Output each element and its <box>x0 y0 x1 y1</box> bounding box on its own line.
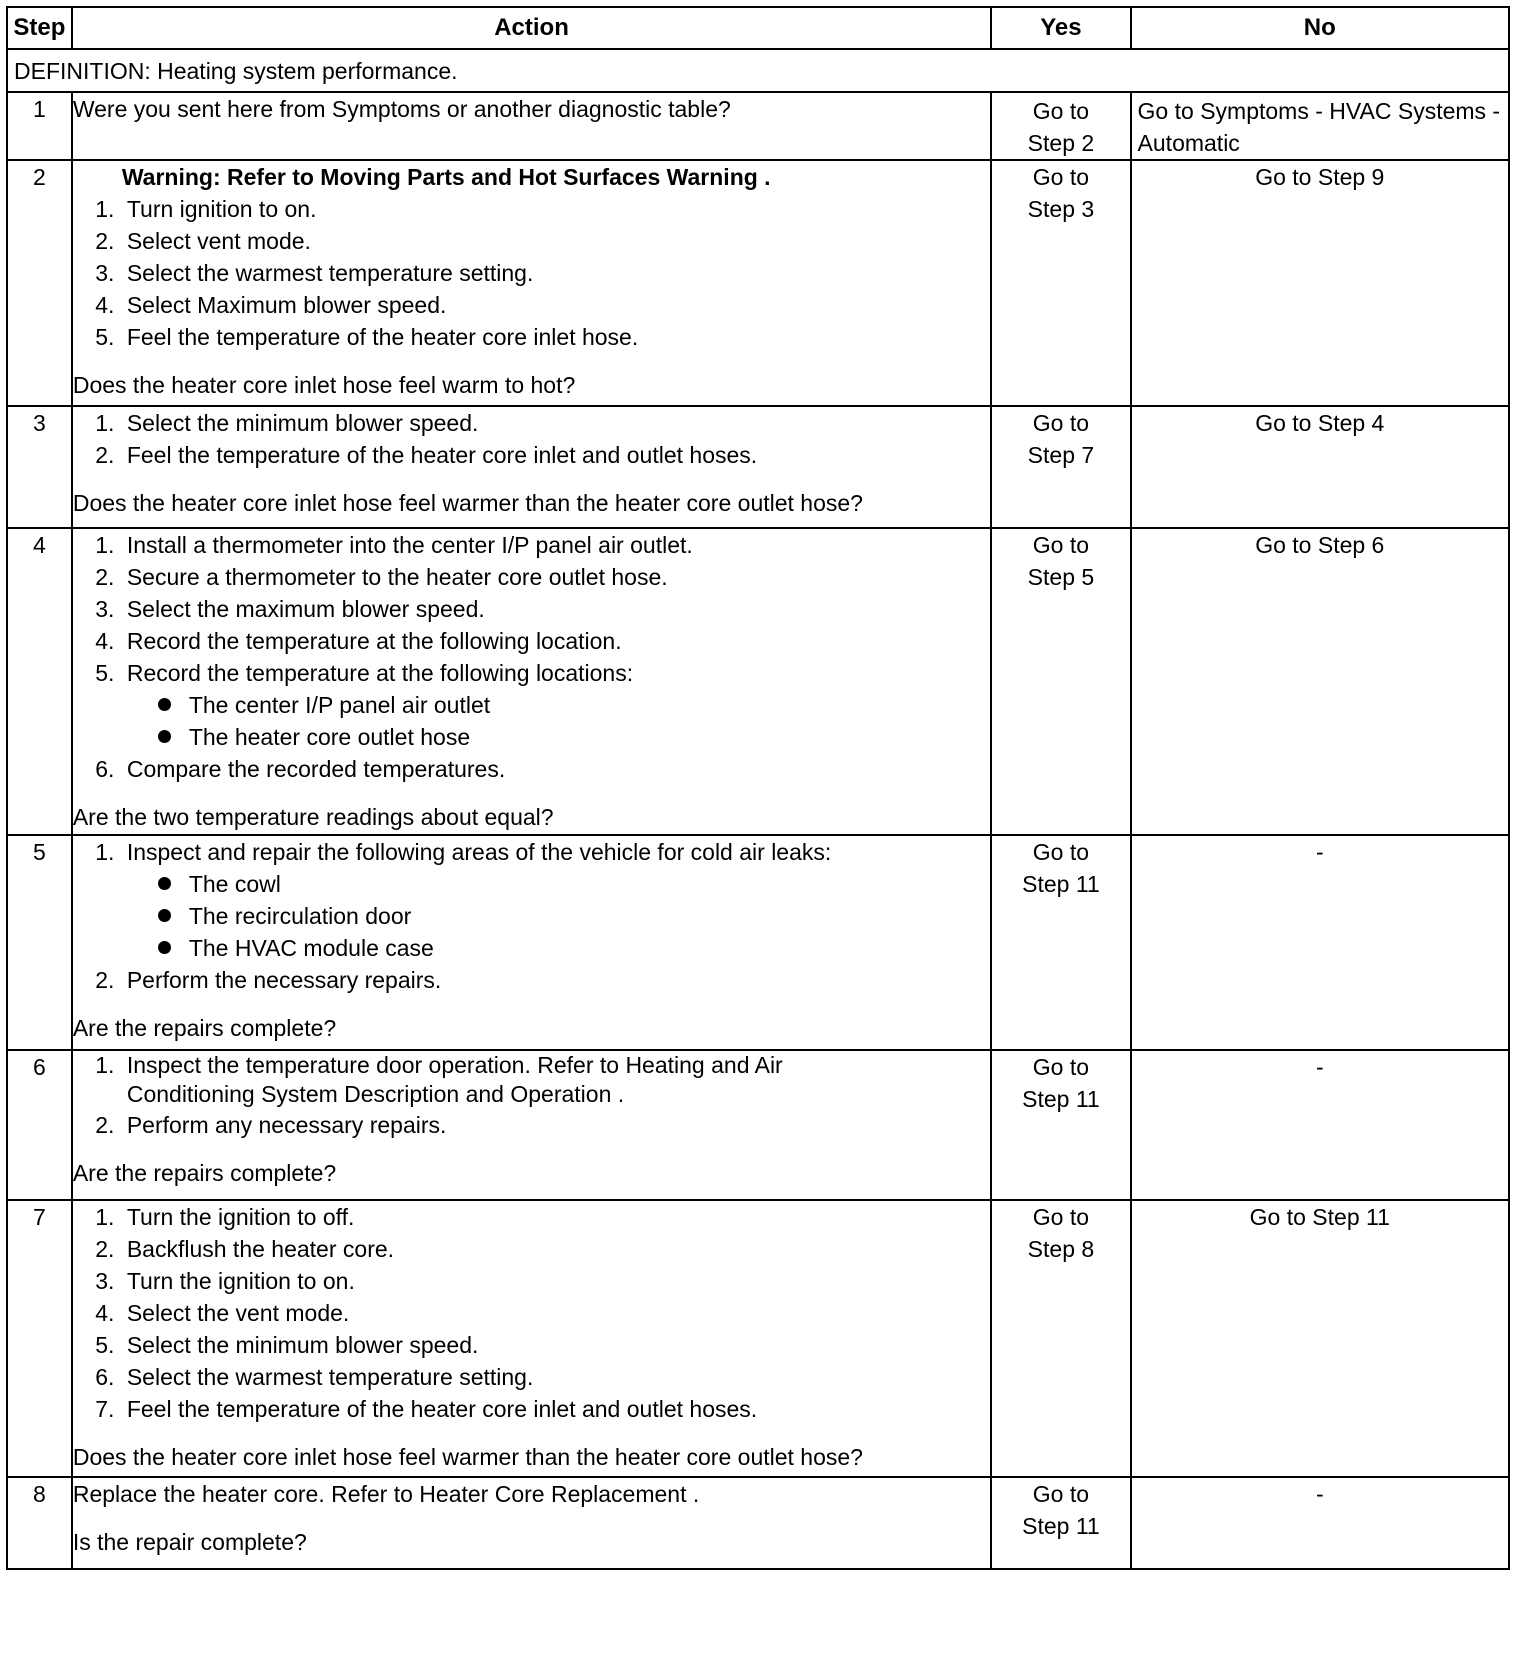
no-cell <box>1131 1477 1509 1569</box>
question-text: Were you sent here from Symptoms or another diagnostic table? <box>72 96 731 122</box>
table-row <box>7 528 1509 835</box>
list-item: 3. Select the warmest temperature setting. <box>121 257 990 289</box>
list-item: 2. Feel the temperature of the heater core inlet and outlet hoses. <box>121 439 990 471</box>
list-item: 1. Inspect the temperature door operation. Refer to Heating and Air Conditioning System Description and Operation . <box>121 1051 990 1109</box>
yes-text: Go to Step 2 <box>1027 98 1095 156</box>
yes-text: Go to Step 5 <box>1027 532 1095 590</box>
list-item: 1. Turn the ignition to off. <box>121 1201 990 1233</box>
bullet-item: The center I/P panel air outlet <box>189 689 990 721</box>
list-item: 2. Perform any necessary repairs. <box>121 1109 990 1141</box>
no-text: Go to Step 4 <box>1255 410 1385 436</box>
step-number: 1 <box>7 92 72 160</box>
action-cell <box>72 528 991 835</box>
warning-text: Warning: Refer to Moving Parts and Hot Surfaces Warning . <box>121 164 771 190</box>
step-number: 2 <box>7 160 72 406</box>
table-row <box>7 1200 1509 1477</box>
question-text: Does the heater core inlet hose feel warmer than the heater core outlet hose? <box>72 490 863 516</box>
list-item: 4. Select Maximum blower speed. <box>121 289 990 321</box>
no-text: - <box>1315 839 1324 865</box>
yes-cell <box>991 1050 1130 1200</box>
table-row <box>7 160 1509 406</box>
yes-text: Go to Step 11 <box>1022 1481 1100 1539</box>
list-item-text: Record the temperature at the following locations: <box>126 660 634 686</box>
header-no: No <box>1131 7 1509 49</box>
list-item: 2. Backflush the heater core. <box>121 1233 990 1265</box>
yes-cell <box>991 528 1130 835</box>
step-number: 5 <box>7 835 72 1050</box>
bullet-item: The heater core outlet hose <box>189 721 990 753</box>
bullet-item: The cowl <box>189 868 990 900</box>
action-cell <box>72 92 991 160</box>
diagnostic-table <box>6 6 1510 1570</box>
step-number: 3 <box>7 406 72 528</box>
list-item: 5. Feel the temperature of the heater core inlet hose. <box>121 321 990 353</box>
action-cell <box>72 160 991 406</box>
action-list <box>73 1051 990 1141</box>
list-item: 6. Compare the recorded temperatures. <box>121 753 990 785</box>
yes-cell <box>991 92 1130 160</box>
header-row <box>7 7 1509 49</box>
list-item: 3. Select the maximum blower speed. <box>121 593 990 625</box>
action-list <box>73 836 990 996</box>
no-text: Go to Step 6 <box>1255 532 1385 558</box>
list-item: 6. Select the warmest temperature setting. <box>121 1361 990 1393</box>
step-number: 6 <box>7 1050 72 1200</box>
table-row <box>7 1050 1509 1200</box>
action-text: Replace the heater core. Refer to Heater Core Replacement . <box>72 1481 700 1507</box>
action-list <box>73 1201 990 1425</box>
no-cell <box>1131 406 1509 528</box>
action-cell <box>72 1477 991 1569</box>
step-number: 8 <box>7 1477 72 1569</box>
list-item-text: Inspect and repair the following areas of the vehicle for cold air leaks: <box>126 839 832 865</box>
step-number: 4 <box>7 528 72 835</box>
step-number: 7 <box>7 1200 72 1477</box>
no-cell <box>1131 528 1509 835</box>
action-cell <box>72 835 991 1050</box>
table-row <box>7 92 1509 160</box>
question-text: Is the repair complete? <box>72 1529 307 1555</box>
list-item <box>121 657 990 753</box>
definition-row <box>7 49 1509 92</box>
no-cell <box>1131 1200 1509 1477</box>
header-step: Step <box>7 7 72 49</box>
bullet-item: The recirculation door <box>189 900 990 932</box>
question-text: Are the repairs complete? <box>72 1015 337 1041</box>
yes-cell <box>991 1200 1130 1477</box>
bullet-item: The HVAC module case <box>189 932 990 964</box>
no-text: Go to Step 9 <box>1255 164 1385 190</box>
yes-text: Go to Step 11 <box>1022 839 1100 897</box>
table-row <box>7 835 1509 1050</box>
no-cell <box>1131 92 1509 160</box>
list-item: 4. Select the vent mode. <box>121 1297 990 1329</box>
definition-text: DEFINITION: Heating system performance. <box>7 49 1509 92</box>
yes-cell <box>991 160 1130 406</box>
action-list <box>73 529 990 785</box>
bullet-list <box>127 689 990 753</box>
action-list <box>73 193 990 353</box>
list-item: 5. Select the minimum blower speed. <box>121 1329 990 1361</box>
list-item: 3. Turn the ignition to on. <box>121 1265 990 1297</box>
header-yes: Yes <box>991 7 1130 49</box>
yes-cell <box>991 835 1130 1050</box>
no-text: - <box>1315 1054 1324 1080</box>
no-cell <box>1131 835 1509 1050</box>
yes-text: Go to Step 8 <box>1027 1204 1095 1262</box>
bullet-list <box>127 868 990 964</box>
question-text: Does the heater core inlet hose feel warmer than the heater core outlet hose? <box>72 1444 863 1470</box>
list-item: 1. Select the minimum blower speed. <box>121 407 990 439</box>
yes-text: Go to Step 3 <box>1027 164 1095 222</box>
action-cell <box>72 1050 991 1200</box>
action-list <box>73 407 990 471</box>
list-item: 2. Select vent mode. <box>121 225 990 257</box>
list-item: 1. Install a thermometer into the center I/P panel air outlet. <box>121 529 990 561</box>
action-cell <box>72 406 991 528</box>
no-cell <box>1131 160 1509 406</box>
header-action: Action <box>72 7 991 49</box>
yes-cell <box>991 406 1130 528</box>
no-text: Go to Symptoms - HVAC Systems - Automatic <box>1137 98 1501 156</box>
list-item: 4. Record the temperature at the following location. <box>121 625 990 657</box>
question-text: Are the two temperature readings about equal? <box>72 804 554 830</box>
yes-text: Go to Step 11 <box>1022 1054 1100 1112</box>
no-cell <box>1131 1050 1509 1200</box>
list-item: 2. Perform the necessary repairs. <box>121 964 990 996</box>
no-text: Go to Step 11 <box>1249 1204 1390 1230</box>
list-item: 1. Turn ignition to on. <box>121 193 990 225</box>
table-row <box>7 406 1509 528</box>
question-text: Does the heater core inlet hose feel warm to hot? <box>72 372 576 398</box>
yes-text: Go to Step 7 <box>1027 410 1095 468</box>
question-text: Are the repairs complete? <box>72 1160 337 1186</box>
yes-cell <box>991 1477 1130 1569</box>
list-item: 7. Feel the temperature of the heater core inlet and outlet hoses. <box>121 1393 990 1425</box>
table-row <box>7 1477 1509 1569</box>
list-item <box>121 836 990 964</box>
action-cell <box>72 1200 991 1477</box>
list-item: 2. Secure a thermometer to the heater core outlet hose. <box>121 561 990 593</box>
no-text: - <box>1315 1481 1324 1507</box>
